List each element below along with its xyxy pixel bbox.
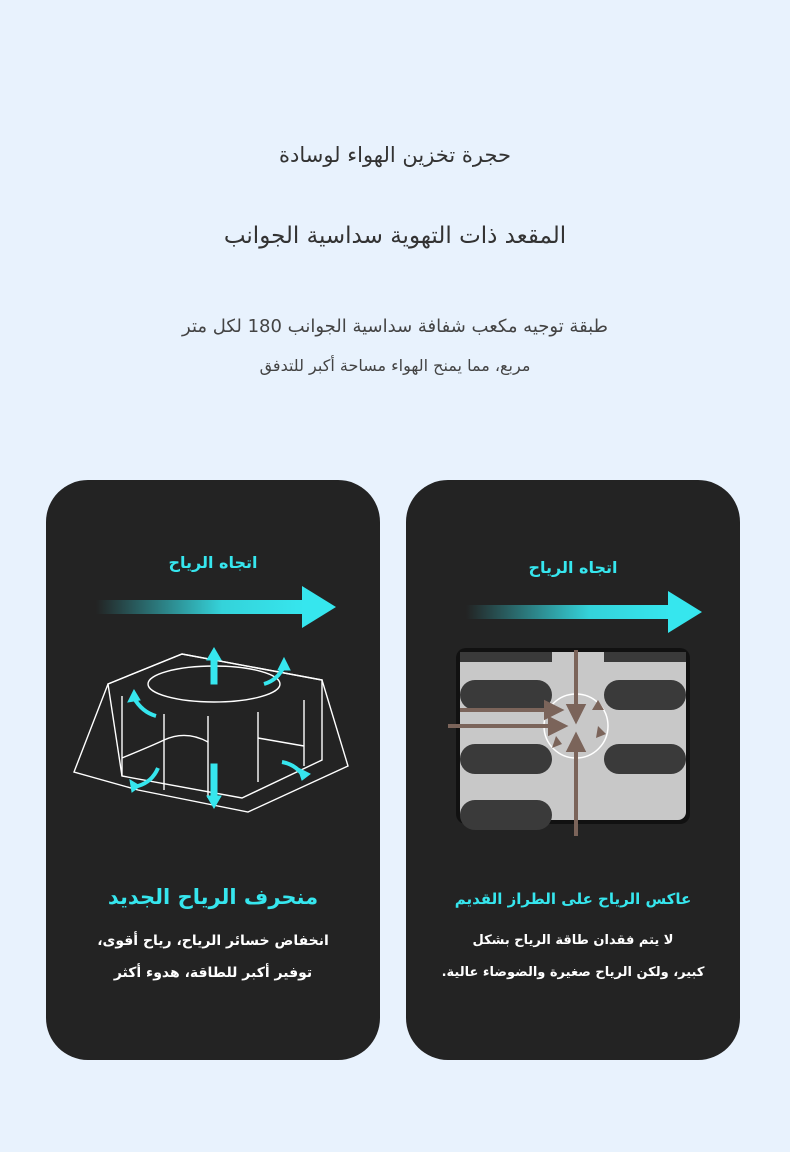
old-deflector-desc-line2: كبير، ولكن الرياح صغيرة والضوضاء عالية. — [441, 965, 705, 980]
new-deflector-desc-line2: توفير أكبر للطاقة، هدوء أكثر — [113, 965, 313, 981]
header-desc-line2: مربع، مما يمنح الهواء مساحة أكبر للتدفق — [259, 356, 531, 375]
header-subtitle: حجرة تخزين الهواء لوسادة — [278, 143, 512, 167]
old-deflector-card — [406, 480, 740, 1060]
new-deflector-title: منحرف الرياح الجديد — [107, 885, 319, 909]
header-desc-line1: طبقة توجيه مكعب شفافة سداسية الجوانب 180 لكل متر — [182, 316, 608, 337]
new-deflector-desc-line1: انخفاض خسائر الرياح، رياح أقوى، — [97, 933, 329, 949]
wind-direction-label: اتجاه الرياح — [168, 553, 258, 572]
new-deflector-card — [46, 480, 380, 1060]
header-title: المقعد ذات التهوية سداسية الجوانب — [223, 223, 567, 249]
wind-direction-label: اتجاه الرياح — [528, 558, 618, 577]
old-deflector-title: عاكس الرياح على الطراز القديم — [454, 890, 692, 908]
old-deflector-desc-line1: لا يتم فقدان طاقة الرياح بشكل — [472, 933, 674, 948]
